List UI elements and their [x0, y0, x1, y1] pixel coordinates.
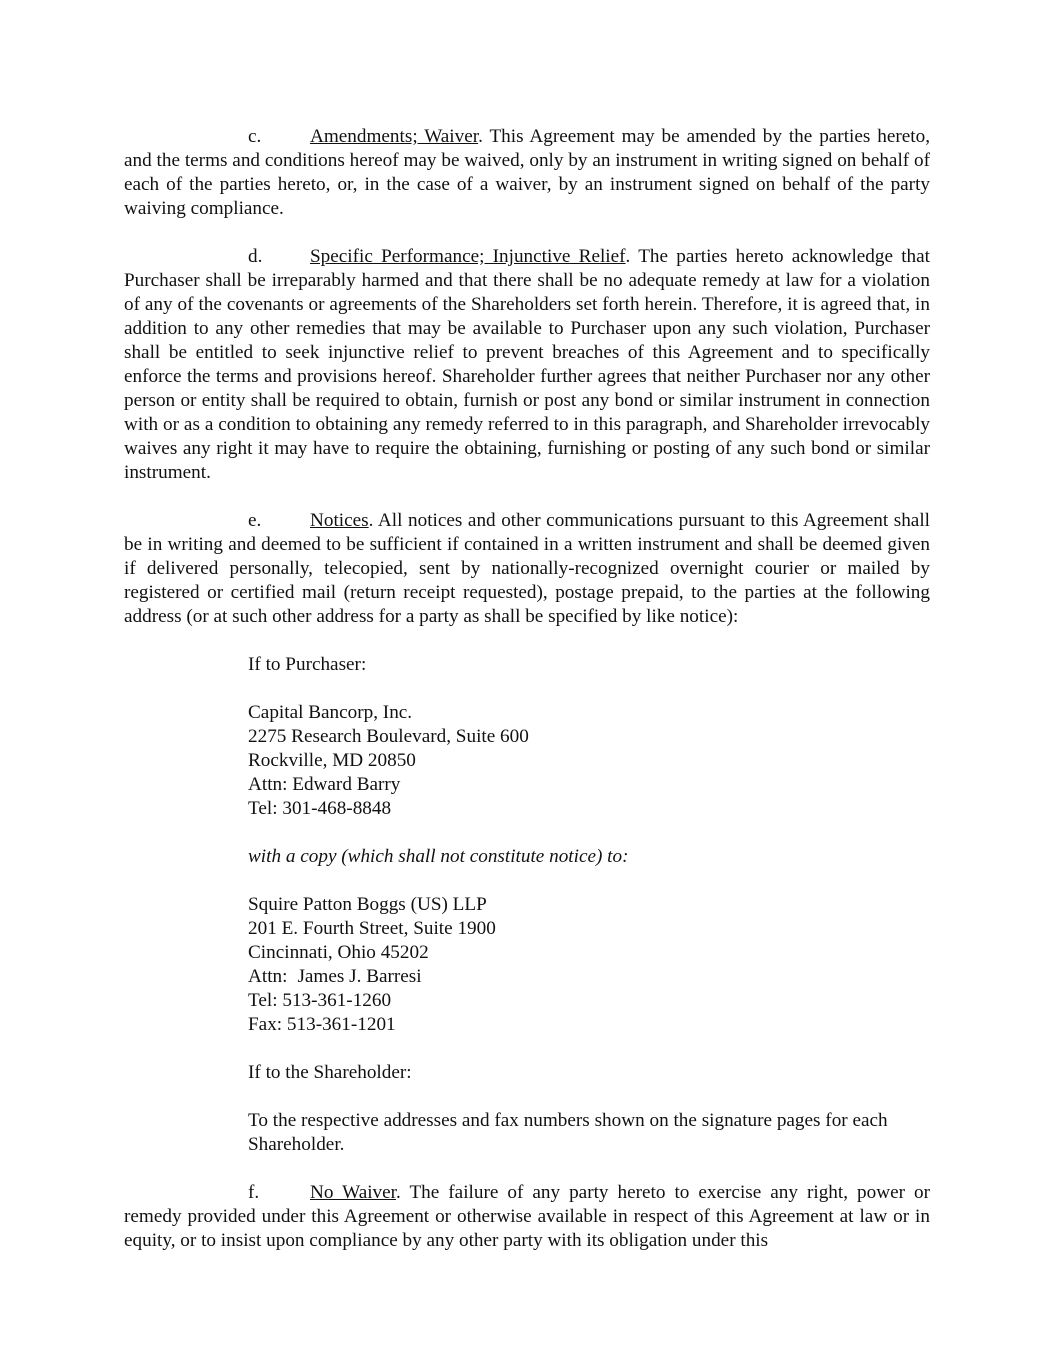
purchaser-tel: Tel: 301-468-8848 — [248, 798, 392, 819]
purchaser-address — [248, 701, 930, 821]
section-number: e. — [248, 510, 262, 531]
document-page — [124, 125, 930, 1277]
counsel-street: 201 E. Fourth Street, Suite 1900 — [248, 918, 496, 939]
counsel-attn-label: Attn: — [248, 966, 288, 987]
counsel-tel: Tel: 513-361-1260 — [248, 990, 392, 1011]
section-body: . This Agreement may be amended by the parties hereto, and the terms and conditions hereof may be waived, only by an instrument in writing signed on behalf of each of the parties hereto, or, in the case of a waiver, by an instrument signed on behalf of the party waiving compliance. — [124, 126, 930, 219]
purchaser-street: 2275 Research Boulevard, Suite 600 — [248, 726, 529, 747]
section-c — [124, 125, 930, 221]
section-body: . The failure of any party hereto to exercise any right, power or remedy provided under this Agreement or otherwise available in respect of this Agreement at law or in equity, or to insist upon compliance by any other party with its obligation under this — [124, 1182, 930, 1251]
section-heading: Amendments; Waiver — [310, 126, 479, 147]
section-d — [124, 245, 930, 485]
section-e — [124, 509, 930, 629]
section-body: . All notices and other communications pursuant to this Agreement shall be in writing and deemed to be sufficient if contained in a written instrument and shall be deemed given if delivered personally, telecopied, sent by nationally-recognized overnight courier or mailed by registered or certified mail (return receipt requested), postage prepaid, to the parties at the following address (or at such other address for a party as shall be specified by like notice): — [124, 510, 930, 627]
section-number: c. — [248, 126, 262, 147]
counsel-name: Squire Patton Boggs (US) LLP — [248, 894, 487, 915]
purchaser-label: If to Purchaser: — [248, 654, 367, 675]
section-f — [124, 1181, 930, 1253]
copy-label: with a copy (which shall not constitute notice) to: — [248, 846, 629, 867]
section-heading: Specific Performance; Injunctive Relief — [310, 246, 626, 267]
counsel-city: Cincinnati, Ohio 45202 — [248, 942, 429, 963]
counsel-fax: Fax: 513-361-1201 — [248, 1014, 396, 1035]
section-body: . The parties hereto acknowledge that Purchaser shall be irreparably harmed and that there shall be no adequate remedy at law for a violation of any of the covenants or agreements of the Shareholders set forth herein. Therefore, it is agreed that, in addition to any other remedies that may be available to Purchaser upon any such violation, Purchaser shall be entitled to seek injunctive relief to prevent breaches of this Agreement and to specifically enforce the terms and provisions hereof. Shareholder further agrees that neither Purchaser nor any other person or entity shall be required to obtain, furnish or post any bond or similar instrument in connection with or as a condition to obtaining any remedy referred to in this paragraph, and Shareholder irrevocably waives any right it may have to require the obtaining, furnishing or posting of any such bond or similar instrument. — [124, 246, 930, 483]
section-heading: Notices — [310, 510, 369, 531]
counsel-address — [248, 893, 930, 1037]
purchaser-name: Capital Bancorp, Inc. — [248, 702, 413, 723]
shareholder-label: If to the Shareholder: — [248, 1062, 412, 1083]
section-heading: No Waiver — [310, 1182, 396, 1203]
section-number: f. — [248, 1182, 260, 1203]
shareholder-text: To the respective addresses and fax numbers shown on the signature pages for each Shareholder. — [248, 1110, 888, 1155]
counsel-attn — [248, 965, 930, 989]
section-number: d. — [248, 246, 263, 267]
purchaser-city: Rockville, MD 20850 — [248, 750, 416, 771]
counsel-attn-name: James J. Barresi — [297, 966, 422, 987]
purchaser-attn: Attn: Edward Barry — [248, 774, 401, 795]
